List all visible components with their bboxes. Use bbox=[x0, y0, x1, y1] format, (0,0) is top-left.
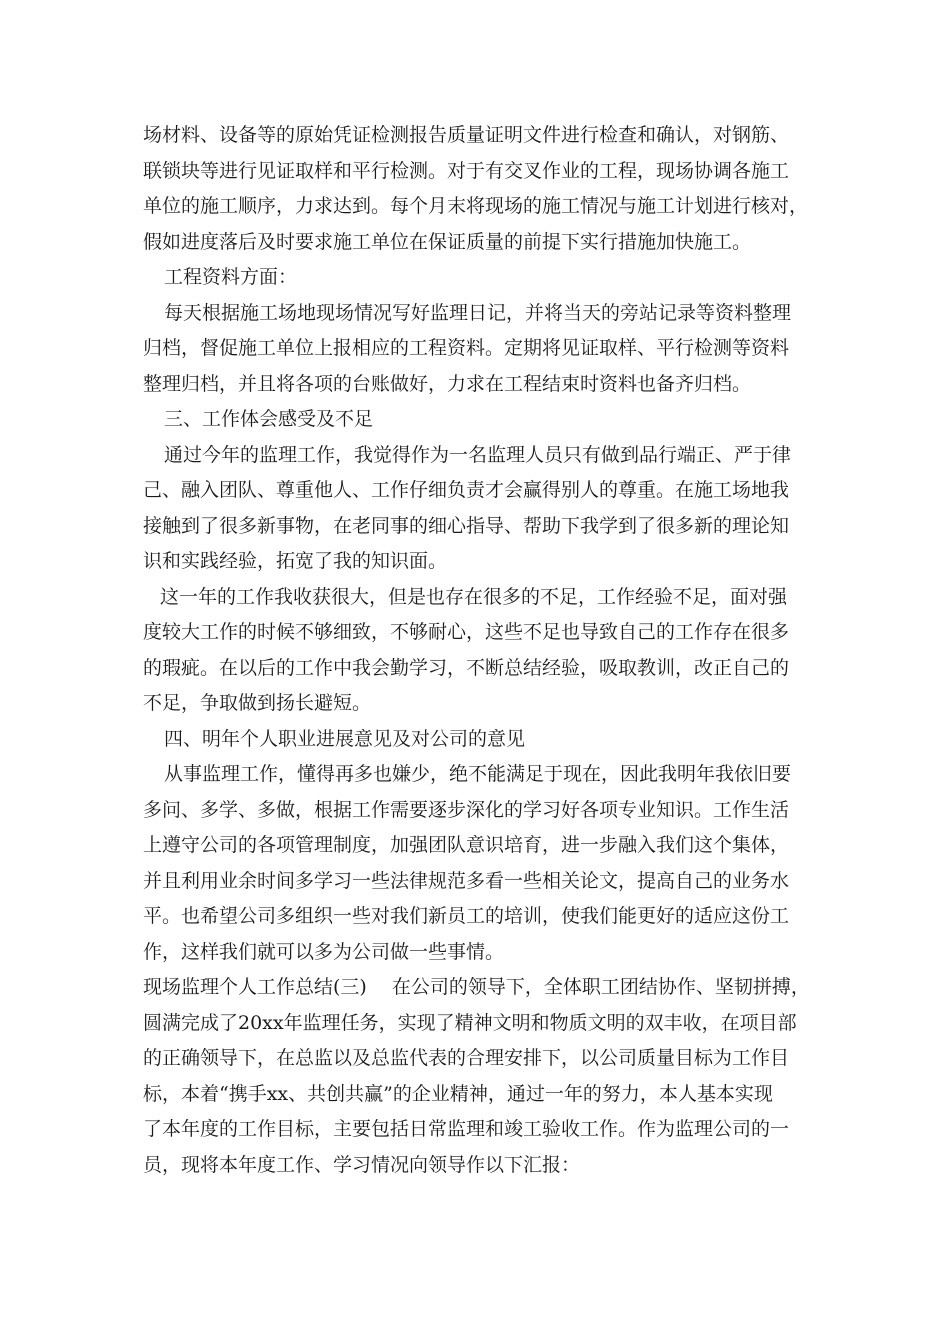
text-line: 单位的施工顺序，力求达到。每个月末将现场的施工情况与施工计划进行核对， bbox=[143, 195, 809, 217]
text-line: 识和实践经验，拓宽了我的知识面。 bbox=[143, 550, 448, 572]
text-line: 了本年度的工作目标，主要包括日常监理和竣工验收工作。作为监理公司的一 bbox=[143, 1118, 790, 1140]
text-line: 整理归档，并且将各项的台账做好，力求在工程结束时资料也备齐归档。 bbox=[143, 372, 752, 395]
section-heading-engineering-data: 工程资料方面： bbox=[164, 266, 298, 288]
text-line: 场材料、设备等的原始凭证检测报告质量证明文件进行检查和确认，对钢筋、 bbox=[143, 124, 790, 146]
text-line: 的正确领导下，在总监以及总监代表的合理安排下，以公司质量目标为工作目 bbox=[143, 1047, 790, 1069]
text-line: 从事监理工作，懂得再多也嫌少，绝不能满足于现在，因此我明年我依旧要 bbox=[164, 763, 792, 785]
text-line: 作，这样我们就可以多为公司做一些事情。 bbox=[143, 940, 505, 963]
text-line: 每天根据施工场地现场情况写好监理日记，并将当天的旁站记录等资料整理 bbox=[164, 301, 792, 324]
section-heading-next-year: 四、明年个人职业进展意见及对公司的意见 bbox=[164, 727, 526, 750]
text-line: 的瑕疵。在以后的工作中我会勤学习，不断总结经验，吸取教训，改正自己的 bbox=[143, 656, 790, 679]
text-line: 通过今年的监理工作，我觉得作为一名监理人员只有做到品行端正、严于律 bbox=[164, 443, 792, 466]
text-line: 平。也希望公司多组织一些对我们新员工的培训，使我们能更好的适应这份工 bbox=[143, 905, 790, 927]
text-line: 归档，督促施工单位上报相应的工程资料。定期将见证取样、平行检测等资料 bbox=[143, 337, 790, 359]
text-line: 己、融入团队、尊重他人、工作仔细负责才会赢得别人的尊重。在施工场地我 bbox=[143, 479, 790, 501]
document-body bbox=[143, 118, 811, 1183]
text-line: 上遵守公司的各项管理制度，加强团队意识培育，进一步融入我们这个集体， bbox=[143, 834, 790, 856]
text-line: 假如进度落后及时要求施工单位在保证质量的前提下实行措施加快施工。 bbox=[143, 230, 752, 253]
text-line: 不足，争取做到扬长避短。 bbox=[143, 692, 372, 714]
text-line: 员，现将本年度工作、学习情况向领导作以下汇报： bbox=[143, 1153, 581, 1176]
section-heading-experience: 三、工作体会感受及不足 bbox=[164, 408, 374, 430]
text-line: 联锁块等进行见证取样和平行检测。对于有交叉作业的工程，现场协调各施工 bbox=[143, 159, 790, 182]
text-line: 标，本着“携手xx、共创共赢”的企业精神，通过一年的努力，本人基本实现 bbox=[143, 1082, 773, 1105]
text-line: 并且利用业余时间多学习一些法律规范多看一些相关论文，提高自己的业务水 bbox=[143, 869, 790, 892]
text-line: 这一年的工作我收获很大，但是也存在很多的不足，工作经验不足，面对强 bbox=[160, 585, 788, 608]
text-line: 圆满完成了20xx年监理任务，实现了精神文明和物质文明的双丰收，在项目部 bbox=[143, 1011, 797, 1034]
summary-title-line: 现场监理个人工作总结(三) 在公司的领导下，全体职工团结协作、坚韧拼搏， bbox=[143, 976, 810, 998]
text-line: 度较大工作的时候不够细致，不够耐心，这些不足也导致自己的工作存在很多 bbox=[143, 621, 790, 643]
text-line: 接触到了很多新事物，在老同事的细心指导、帮助下我学到了很多新的理论知 bbox=[143, 514, 790, 537]
text-line: 多问、多学、多做，根据工作需要逐步深化的学习好各项专业知识。工作生活 bbox=[143, 798, 790, 821]
